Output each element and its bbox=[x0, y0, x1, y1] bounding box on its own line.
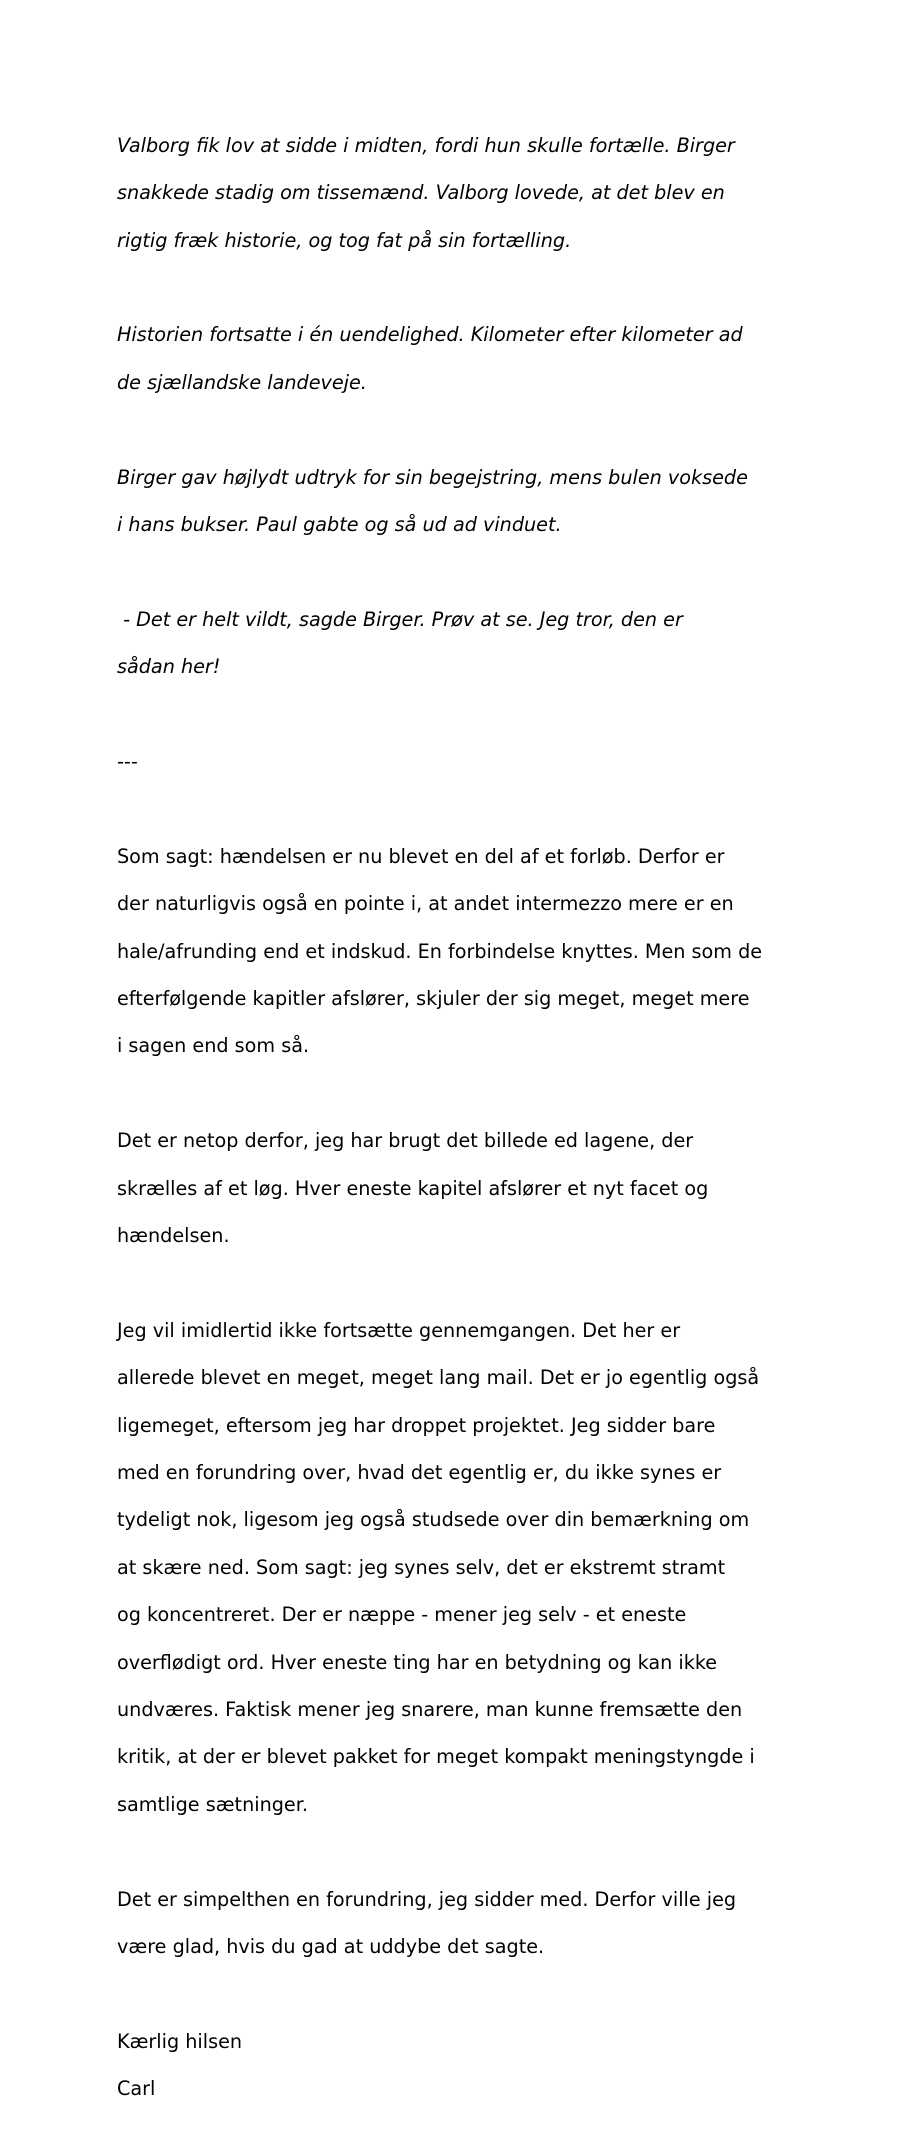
text-line: der naturligvis også en pointe i, at andet intermezzo mere er en bbox=[117, 892, 734, 916]
text-line: ligemeget, eftersom jeg har droppet projektet. Jeg sidder bare bbox=[117, 1413, 716, 1437]
separator-text: --- bbox=[117, 749, 138, 773]
text-line: efterfølgende kapitler afslører, skjuler der sig meget, meget mere bbox=[117, 986, 750, 1010]
body-paragraph-1 bbox=[117, 821, 807, 1082]
signature-name: Carl bbox=[117, 2077, 156, 2101]
story-paragraph-3 bbox=[117, 442, 807, 561]
text-line: med en forundring over, hvad det egentlig er, du ikke synes er bbox=[117, 1460, 722, 1484]
text-line: - Det er helt vildt, sagde Birger. Prøv at se. Jeg tror, den er bbox=[117, 607, 683, 631]
text-line: at skære ned. Som sagt: jeg synes selv, det er ekstremt stramt bbox=[117, 1555, 726, 1579]
text-line: undværes. Faktisk mener jeg snarere, man kunne fremsætte den bbox=[117, 1698, 743, 1721]
text-line: sådan her! bbox=[117, 655, 221, 679]
text-line: hale/afrunding end et indskud. En forbindelse knyttes. Men som de bbox=[117, 939, 763, 963]
text-line: være glad, hvis du gad at uddybe det sagte. bbox=[117, 1935, 545, 1959]
text-line: rigtig fræk historie, og tog fat på sin fortælling. bbox=[117, 228, 572, 252]
story-paragraph-2 bbox=[117, 300, 807, 419]
text-line: i hans bukser. Paul gabte og så ud ad vinduet. bbox=[117, 512, 562, 536]
text-line: de sjællandske landeveje. bbox=[117, 370, 367, 394]
text-line: tydeligt nok, ligesom jeg også studsede over din bemærkning om bbox=[117, 1508, 750, 1532]
text-line: snakkede stadig om tissemænd. Valborg lovede, at det blev en bbox=[117, 181, 725, 205]
body-paragraph-2 bbox=[117, 1105, 807, 1271]
text-line: i sagen end som så. bbox=[117, 1034, 310, 1058]
document-page bbox=[117, 110, 807, 2148]
text-line: Det er simpelthen en forundring, jeg sidder med. Derfor ville jeg bbox=[117, 1887, 737, 1911]
text-line: Det er netop derfor, jeg har brugt det billede ed lagene, der bbox=[117, 1129, 694, 1153]
body-paragraph-4 bbox=[117, 1864, 807, 1983]
text-line: allerede blevet en meget, meget lang mail. Det er jo egentlig også bbox=[117, 1366, 760, 1390]
sign-off bbox=[117, 2006, 807, 2125]
closing-text: Kærlig hilsen bbox=[117, 2029, 243, 2053]
text-line: hændelsen. bbox=[117, 1223, 230, 1247]
text-line: kritik, at der er blevet pakket for meget kompakt meningstyngde i bbox=[117, 1745, 755, 1769]
story-paragraph-4 bbox=[117, 584, 807, 703]
text-line: og koncentreret. Der er næppe - mener jeg selv - et eneste bbox=[117, 1603, 687, 1627]
text-line: Valborg fik lov at sidde i midten, fordi hun skulle fortælle. Birger bbox=[117, 133, 735, 157]
story-paragraph-1 bbox=[117, 110, 807, 276]
text-line: Som sagt: hændelsen er nu blevet en del af et forløb. Derfor er bbox=[117, 844, 725, 868]
text-line: Historien fortsatte i én uendelighed. Kilometer efter kilometer ad bbox=[117, 323, 743, 347]
text-line: Jeg vil imidlertid ikke fortsætte gennemgangen. Det her er bbox=[117, 1318, 681, 1342]
text-line: overflødigt ord. Hver eneste ting har en betydning og kan ikke bbox=[117, 1650, 718, 1674]
text-line: samtlige sætninger. bbox=[117, 1792, 308, 1816]
body-paragraph-3 bbox=[117, 1295, 807, 1840]
text-line: Birger gav højlydt udtryk for sin begejstring, mens bulen voksede bbox=[117, 465, 748, 489]
section-separator bbox=[117, 726, 807, 797]
text-line: skrælles af et løg. Hver eneste kapitel afslører et nyt facet og bbox=[117, 1176, 709, 1200]
